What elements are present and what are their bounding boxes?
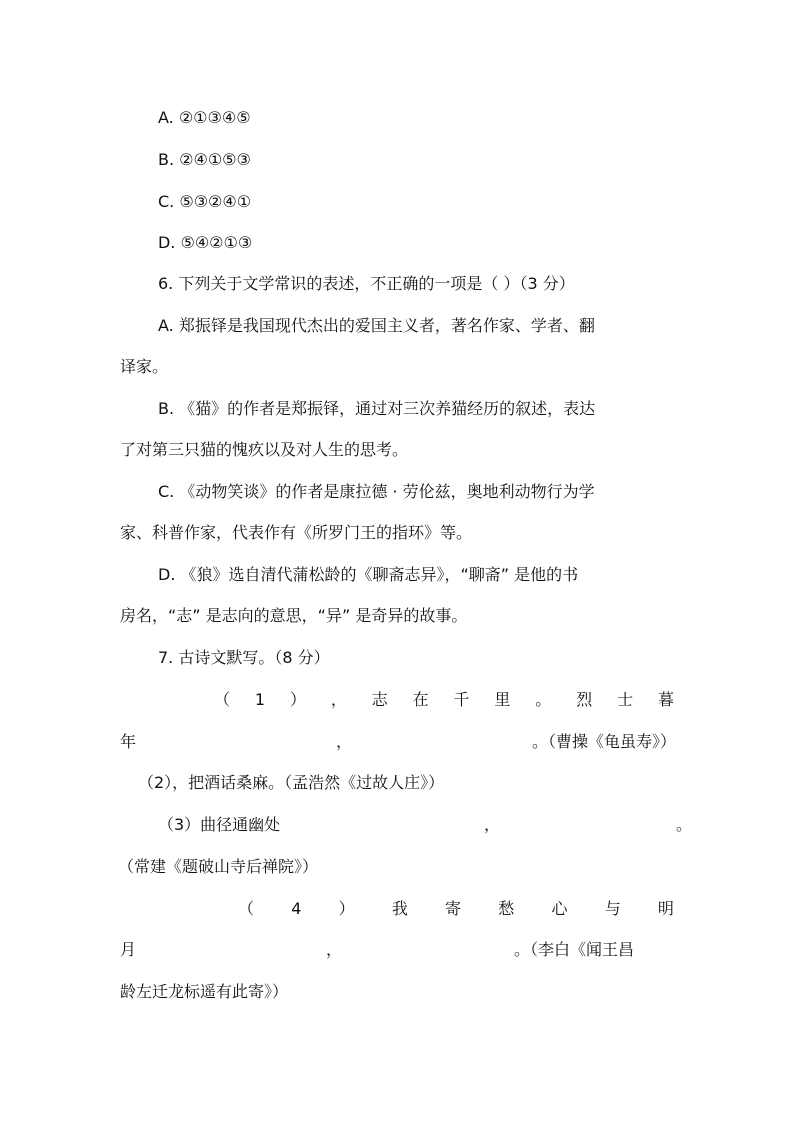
- q7-item4-line1: [238, 897, 674, 921]
- q7-item1-line2-start: 年: [120, 732, 137, 751]
- q7-item3-period: 。: [676, 815, 693, 834]
- q7-item4-token: 明: [657, 899, 674, 918]
- q7-item1-token: 。: [535, 690, 552, 709]
- q7-item1-token: 1: [254, 690, 266, 709]
- q7-item4-token: 4: [291, 899, 302, 918]
- q7-item4-token: ）: [338, 899, 355, 918]
- q7-item3-source: （常建《题破山寺后禅院》）: [118, 857, 319, 876]
- q7-item1-token: 暮: [657, 690, 674, 709]
- q7-item4-token: （: [238, 899, 255, 918]
- q7-item4-source-end: 龄左迁龙标遥有此寄》）: [120, 982, 289, 1001]
- option-b: B. ②④①⑤③: [158, 150, 251, 169]
- q7-item1-token: 志: [371, 690, 388, 709]
- option-c: C. ⑤③②④①: [158, 192, 252, 211]
- q7-item1-token: 千: [453, 690, 470, 709]
- q7-item4-comma: ，: [326, 940, 343, 959]
- q7-item2: （2），把酒话桑麻。（孟浩然《过故人庄》）: [138, 773, 445, 792]
- q7-item1-source: 。（曹操《龟虽寿》）: [532, 732, 677, 751]
- option-d: D. ⑤④②①③: [158, 233, 253, 252]
- q6-choice-c-line2: 家、科普作家，代表作有《所罗门王的指环》等。: [120, 523, 473, 542]
- q7-item4-token: 寄: [445, 899, 462, 918]
- q6-choice-a-line1: A. 郑振铎是我国现代杰出的爱国主义者，著名作家、学者、翻: [158, 316, 595, 335]
- q7-item4-token: 愁: [498, 899, 515, 918]
- q6-choice-b-line2: 了对第三只猫的愧疚以及对人生的思考。: [120, 440, 409, 459]
- q7-item1-token: 士: [617, 690, 634, 709]
- q7-item1-token: （: [214, 690, 231, 709]
- q6-choice-a-line2: 译家。: [120, 357, 169, 376]
- q7-item1-token: ，: [330, 690, 347, 709]
- q7-item4-token: 我: [391, 899, 408, 918]
- q7-item1-token: 里: [494, 690, 511, 709]
- q7-item1-comma: ，: [336, 732, 353, 751]
- q7-item1-line1: [214, 688, 674, 712]
- q7-item4-line2-start: 月: [120, 940, 137, 959]
- q6-choice-d-line2: 房名，“志” 是志向的意思，“异” 是奇异的故事。: [120, 606, 468, 625]
- q6-choice-c-line1: C. 《动物笑谈》的作者是康拉德 · 劳伦兹，奥地利动物行为学: [158, 482, 595, 501]
- question-7-stem: 7. 古诗文默写。（8 分）: [158, 648, 330, 667]
- q7-item4-token: 与: [604, 899, 621, 918]
- q7-item1-token: 烈: [576, 690, 593, 709]
- q6-choice-b-line1: B. 《猫》的作者是郑振铎，通过对三次养猫经历的叙述，表达: [158, 399, 596, 418]
- q7-item3-start: （3）曲径通幽处: [158, 815, 281, 834]
- q7-item4-token: 心: [551, 899, 568, 918]
- question-6-stem: 6. 下列关于文学常识的表述，不正确的一项是（ ）（3 分）: [158, 274, 575, 293]
- q6-choice-d-line1: D. 《狼》选自清代蒲松龄的《聊斋志异》，“聊斋” 是他的书: [158, 565, 579, 584]
- q7-item4-source-start: 。（李白《闻王昌: [514, 940, 635, 959]
- q7-item1-token: ）: [289, 690, 306, 709]
- option-a: A. ②①③④⑤: [158, 108, 251, 127]
- q7-item1-token: 在: [412, 690, 429, 709]
- q7-item3-comma: ，: [484, 815, 501, 834]
